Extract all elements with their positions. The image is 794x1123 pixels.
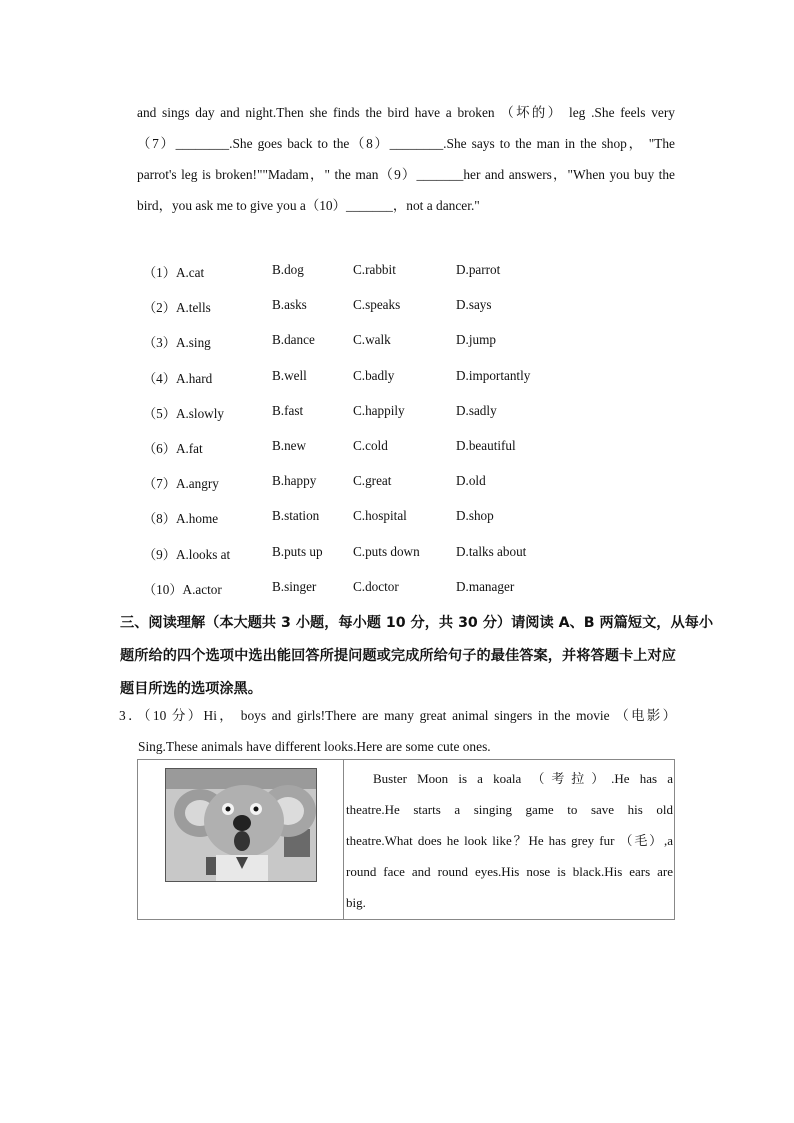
passage-line: and sings day and night.Then she finds the bird have a broken （坏的） leg .She feels very (137, 105, 675, 120)
option-d: D.manager (456, 578, 515, 594)
option-c: C.walk (353, 332, 391, 348)
answer-options (143, 256, 703, 608)
passage-line: parrot's leg is broken!""Madam，" the man（9）_______her and answers，"When you buy the (137, 167, 675, 182)
option-a: （2）A.tells (143, 300, 211, 316)
description-line: Buster Moon is a koala （考拉）.He has a (373, 771, 673, 786)
option-d: D.parrot (456, 262, 501, 277)
koala-description (345, 763, 674, 918)
option-c: C.badly (353, 367, 395, 383)
passage-continuation (137, 97, 675, 221)
question-3-intro (119, 700, 676, 762)
option-d: D.sadly (456, 402, 497, 418)
heading-line: 题目所选的选项涂黑。 (120, 681, 262, 697)
passage-line: bird，you ask me to give you a（10）_______，not a dancer." (137, 198, 480, 213)
option-c: C.cold (353, 437, 388, 453)
option-a: （1）A.cat (143, 265, 205, 280)
description-line: theatre.He starts a singing game to save his old (346, 802, 673, 817)
option-a: （7）A.angry (143, 476, 219, 492)
option-a: （3）A.sing (143, 335, 211, 351)
koala-table (137, 759, 675, 920)
option-row (143, 432, 703, 467)
option-row (143, 291, 703, 326)
option-row (143, 502, 703, 537)
option-d: D.importantly (456, 367, 531, 383)
option-row (143, 397, 703, 432)
option-b: B.station (272, 508, 320, 524)
heading-line: 题所给的四个选项中选出能回答所提问题或完成所给句子的最佳答案，并将答题卡上对应 (120, 648, 676, 664)
option-a: （8）A.home (143, 511, 219, 527)
description-line: big. (346, 895, 366, 910)
koala-illustration-icon (166, 769, 317, 882)
option-b: B.well (272, 367, 307, 383)
option-row (143, 538, 703, 573)
option-c: C.great (353, 473, 392, 489)
question-line: Sing.These animals have different looks.Here are some cute ones. (138, 739, 491, 754)
option-c: C.speaks (353, 297, 401, 313)
option-d: D.says (456, 297, 492, 313)
option-row (143, 326, 703, 361)
option-c: C.happily (353, 402, 405, 418)
option-d: D.shop (456, 508, 494, 524)
option-b: B.singer (272, 578, 317, 594)
option-row (143, 573, 703, 608)
option-b: B.fast (272, 402, 304, 418)
option-c: C.doctor (353, 578, 399, 594)
option-d: D.talks about (456, 543, 527, 559)
option-d: D.beautiful (456, 437, 516, 453)
option-b: B.dog (272, 262, 304, 277)
option-b: B.puts up (272, 543, 323, 559)
heading-line: 三、阅读理解（本大题共 3 小题，每小题 10 分，共 30 分）请阅读 A、B 两篇短文，从每小 (120, 615, 714, 631)
option-b: B.happy (272, 473, 317, 489)
section-heading-reading (120, 607, 714, 706)
option-d: D.jump (456, 332, 496, 348)
option-a: （9）A.looks at (143, 546, 231, 562)
option-c: C.puts down (353, 543, 420, 559)
option-d: D.old (456, 473, 486, 489)
description-line: theatre.What does he look like？He has grey fur （毛）,a (346, 833, 673, 848)
option-b: B.asks (272, 297, 307, 313)
question-line: 3．（10 分）Hi， boys and girls!There are many great animal singers in the movie （电影） (119, 708, 676, 723)
koala-picture (165, 768, 317, 882)
option-a: （5）A.slowly (143, 405, 224, 421)
passage-line: （7）________.She goes back to the（8）________.She says to the man in the shop， "The (137, 136, 675, 151)
option-a: （10）A.actor (143, 581, 222, 597)
option-a: （4）A.hard (143, 370, 213, 386)
option-c: C.hospital (353, 508, 407, 524)
option-a: （6）A.fat (143, 440, 203, 456)
option-b: B.dance (272, 332, 315, 348)
option-row (143, 467, 703, 502)
option-row (143, 362, 703, 397)
option-row (143, 256, 703, 291)
option-c: C.rabbit (353, 262, 396, 277)
table-divider (343, 760, 344, 919)
description-line: round face and round eyes.His nose is black.His ears are (346, 864, 673, 879)
option-b: B.new (272, 437, 307, 453)
